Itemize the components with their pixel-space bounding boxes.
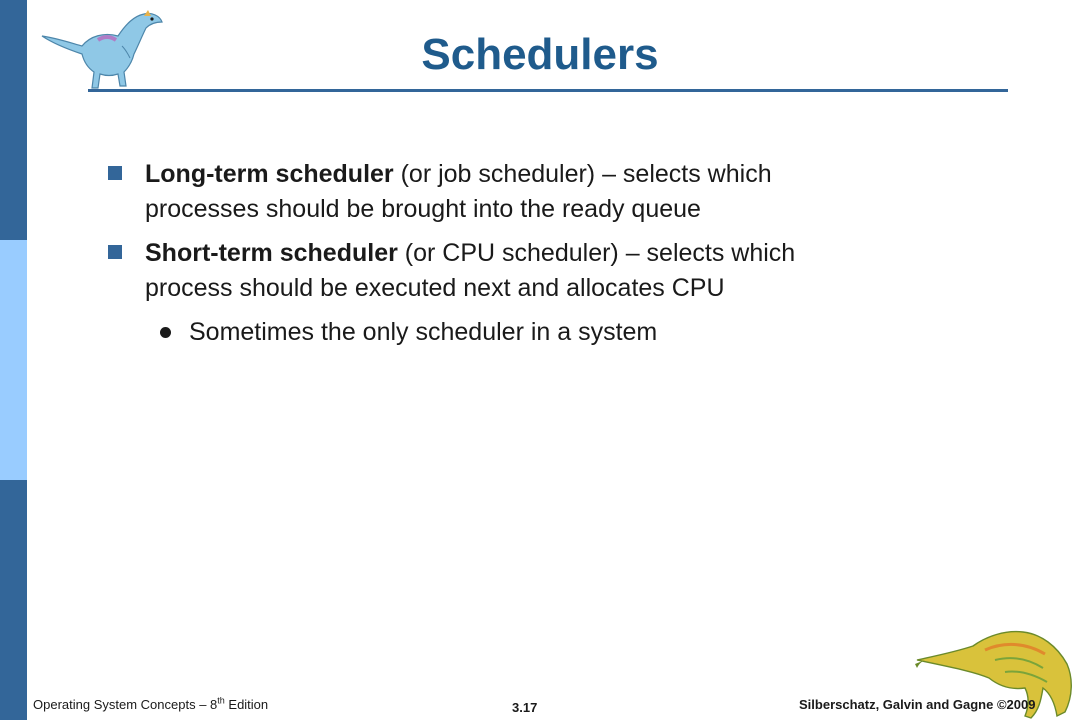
footer-book-prefix: Operating System Concepts – 8 xyxy=(33,697,218,712)
bullet-rest-line1: (or job scheduler) – selects which xyxy=(393,160,772,188)
bullet-text xyxy=(145,157,988,227)
square-bullet-icon xyxy=(108,166,122,180)
square-bullet-icon xyxy=(108,245,122,259)
bullet-rest-line2: processes should be brought into the ready queue xyxy=(145,195,701,223)
bullet-term: Short-term scheduler xyxy=(145,239,398,267)
bullet-short-term xyxy=(108,236,988,306)
footer-book-superscript: th xyxy=(217,695,225,706)
footer-book-title xyxy=(33,697,268,712)
bullet-term: Long-term scheduler xyxy=(145,160,394,188)
footer-book-suffix: Edition xyxy=(224,697,269,712)
slide-title: Schedulers xyxy=(421,30,659,79)
left-accent-bar-bottom xyxy=(0,480,27,720)
round-bullet-icon xyxy=(160,327,171,338)
title-underline xyxy=(88,89,1008,92)
footer-authors: Silberschatz, Galvin and Gagne ©2009 xyxy=(799,697,1036,712)
bullet-rest-line1: (or CPU scheduler) – selects which xyxy=(397,239,796,267)
bullet-rest-line2: process should be executed next and allocates CPU xyxy=(145,274,725,302)
sub-bullet-only-scheduler xyxy=(160,315,960,350)
left-accent-bar-middle xyxy=(0,240,27,480)
bullet-text xyxy=(145,236,988,306)
footer-page-number: 3.17 xyxy=(512,700,538,715)
sub-bullet-text: Sometimes the only scheduler in a system xyxy=(189,318,658,346)
bullet-long-term xyxy=(108,157,988,227)
